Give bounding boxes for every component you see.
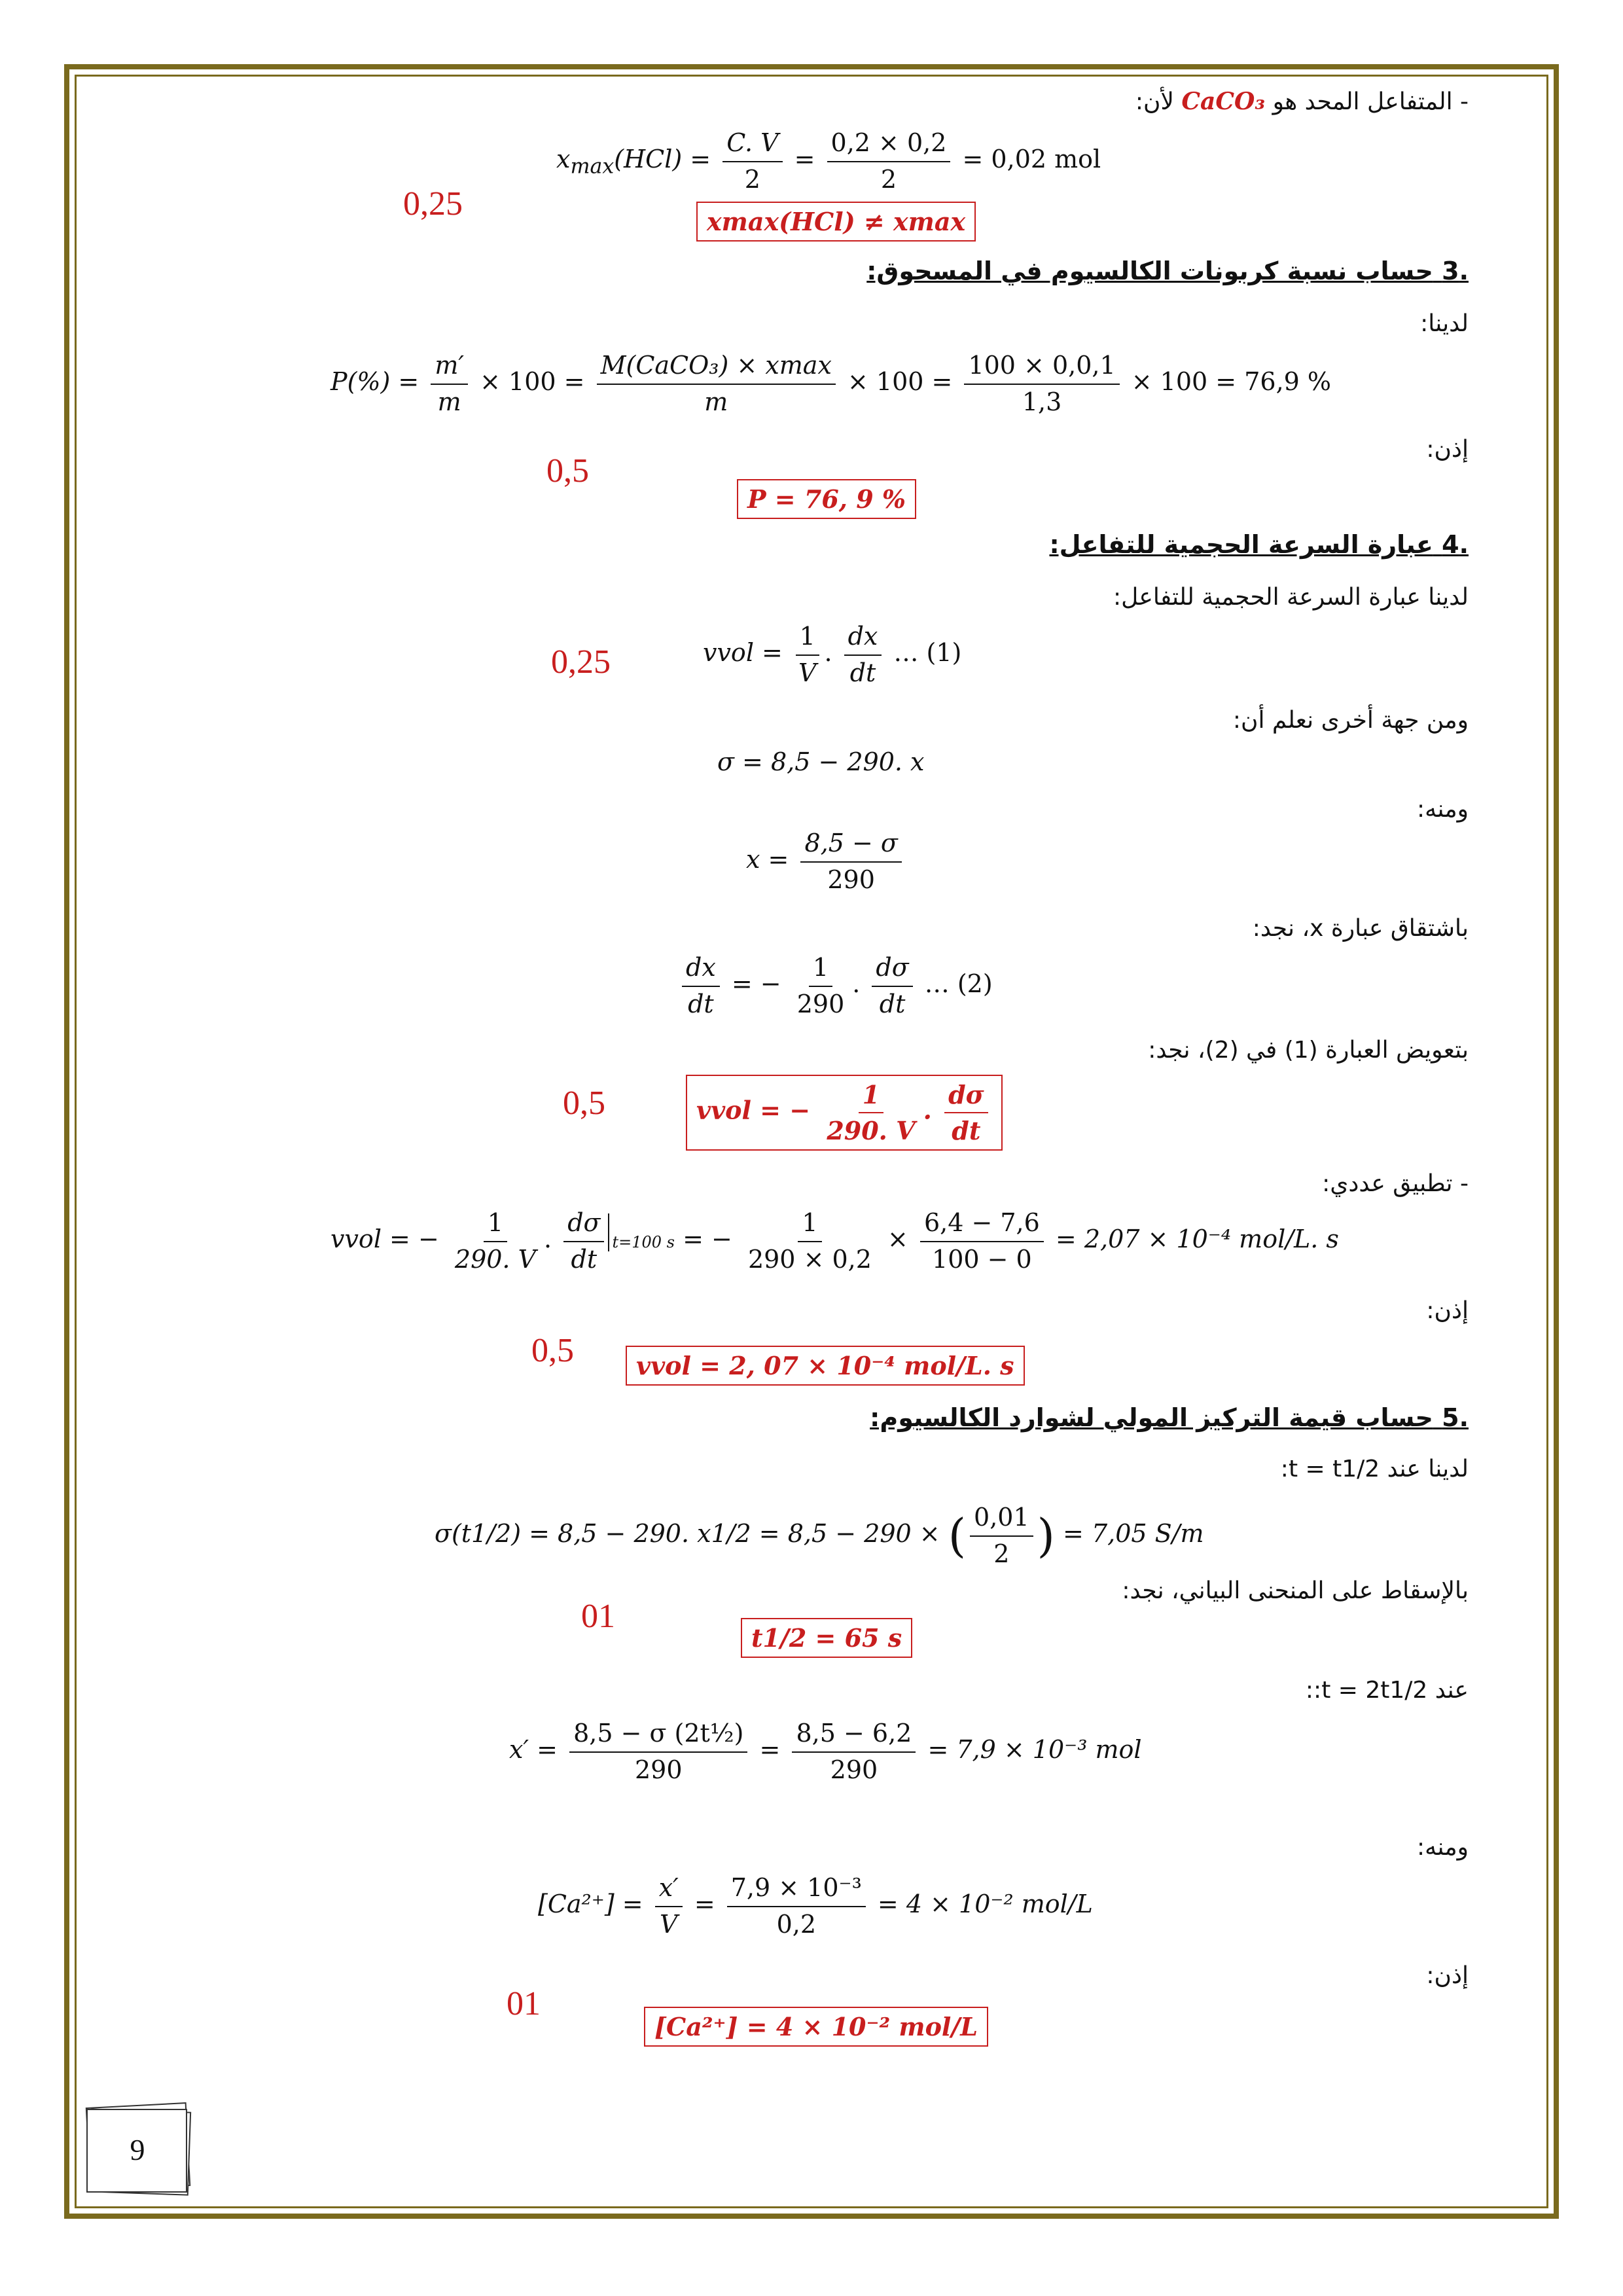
percentage-equation: P(%) = $\frac{m'}{m}$ × 100 = $\frac{\text{M(CaCO₃) × xmax}}{m}$ × 100 = $\frac{100 \times 0,0,1}{1,3}$ × 100 = 76,9 % — [330, 351, 1332, 416]
score-item3: 0,5 — [546, 452, 589, 490]
boxed-vvol-expression: vvol = − $\frac{1}{290. V}$ . $\frac{d\sigma}{dt}$ — [686, 1075, 1003, 1151]
ca-concentration-equation: [Ca²⁺] = $\frac{x'}{V}$ = $\frac{\text{7,9 × 10⁻³}}{0,2}$ = 4 × 10⁻² mol/L — [538, 1873, 1093, 1939]
item5-at-2half: عند t = 2t1/2:: — [1305, 1677, 1469, 1704]
score-item4-3: 0,5 — [531, 1332, 574, 1369]
score-item4-2: 0,5 — [563, 1085, 605, 1122]
item3-we-have: لدينا: — [1420, 310, 1469, 337]
item3-heading: .3 حساب نسبة كربونات الكالسيوم في المسحوق: — [866, 257, 1469, 285]
page-number: 9 — [130, 2132, 145, 2166]
numeric-vvol-equation: vvol = − $\frac{1}{290. V}$ . $\frac{d\sigma}{dt}$ t=100 s = − $\frac{1}{290 \times 0,2}$ × $\frac{6,4 - 7,6}{100 - 0}$ = 2,07 × 10⁻⁴ mol/L. s — [330, 1208, 1339, 1274]
eq2-derivative: $\frac{dx}{dt}$ = − $\frac{1}{290}$ . $\frac{d\sigma}{dt}$ … (2) — [678, 953, 993, 1019]
item4-numeric-label: - تطبيق عددي: — [1322, 1170, 1469, 1197]
item4-heading: .4 عبارة السرعة الحجمية للتفاعل: — [1049, 530, 1469, 559]
item4-intro: لدينا عبارة السرعة الحجمية للتفاعل: — [1113, 584, 1469, 611]
item4-hence: ومنه: — [1417, 796, 1469, 823]
eq1-vvol: vvol = $\frac{1}{V}$ . $\frac{dx}{dt}$ … (1) — [703, 622, 962, 687]
x-prime-equation: x′ = $\frac{\text{8,5 − σ (2t½)}}{290}$ = $\frac{8,5 - 6,2}{290}$ = 7,9 × 10⁻³ mol — [509, 1719, 1142, 1784]
score-item5-1: 01 — [581, 1598, 615, 1635]
item5-at-half: لدينا عند t = t1/2: — [1280, 1456, 1469, 1482]
boxed-xmax-result: xmax(HCl) ≠ xmax — [696, 202, 976, 242]
item5-heading: .5 حساب قيمة التركيز المولي لشوارد الكالسيوم: — [870, 1403, 1469, 1432]
item3-then: إذن: — [1426, 436, 1469, 463]
score-item2: 0,25 — [403, 185, 463, 223]
item4-then: إذن: — [1426, 1297, 1469, 1324]
boxed-t-half: t1/2 = 65 s — [741, 1618, 912, 1658]
score-item5-2: 01 — [507, 1985, 541, 2022]
sigma-equation: σ = 8,5 − 290. x — [717, 747, 925, 776]
item5-then: إذن: — [1426, 1962, 1469, 1989]
x-expression: x = $\frac{8,5 - \sigma}{290}$ — [746, 829, 906, 895]
item5-hence: ومنه: — [1417, 1834, 1469, 1861]
boxed-vvol-value: vvol = 2, 07 × 10⁻⁴ mol/L. s — [626, 1346, 1025, 1386]
page-number-box — [85, 2109, 190, 2190]
item2-limiting-line: - المتفاعل المحد هو CaCO₃ لأن: — [1135, 88, 1469, 115]
xmax-hcl-equation: $x_{max}(HCl)$ = $\frac{C. V}{2}$ = $\frac{0,2 \times 0,2}{2}$ = 0,02 mol — [556, 128, 1101, 194]
sigma-half-equation: σ(t1/2) = 8,5 − 290. x1/2 = 8,5 − 290 × ( $\frac{0,01}{2}$ ) = 7,05 S/m — [435, 1503, 1204, 1568]
boxed-ca-concentration: [Ca²⁺] = 4 × 10⁻² mol/L — [644, 2007, 988, 2047]
boxed-percentage: P = 76, 9 % — [737, 479, 916, 519]
score-item4-1: 0,25 — [551, 643, 611, 681]
item4-substitute: بتعويض العبارة (1) في (2)، نجد: — [1148, 1037, 1469, 1064]
item4-other-side: ومن جهة أخرى نعلم أن: — [1232, 707, 1469, 734]
item5-projection: بالإسقاط على المنحنى البياني، نجد: — [1122, 1577, 1469, 1604]
item4-derive: باشتقاق عبارة x، نجد: — [1252, 915, 1469, 942]
